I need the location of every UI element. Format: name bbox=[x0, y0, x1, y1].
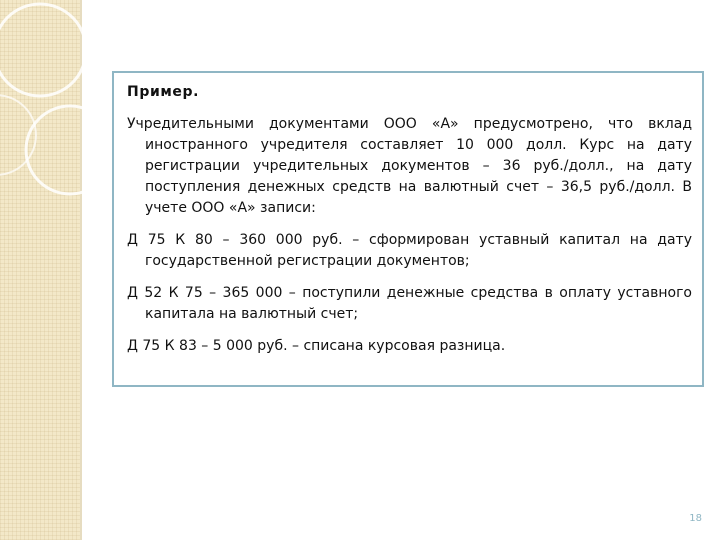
deco-circle-small bbox=[0, 95, 36, 175]
example-title: Пример. bbox=[127, 84, 200, 100]
deco-circle-large bbox=[0, 4, 82, 96]
deco-circle-medium bbox=[26, 106, 82, 194]
page-number: 18 bbox=[689, 513, 702, 524]
example-intro-paragraph: Учредительными документами ООО «А» предусмотрено, что вклад иностранного учредителя составляет 10 000 долл. Курс на дату регистрации учредительных документов – 36 руб./долл., на дату поступления денежных средств на валютный счет – 36,5 руб./долл. В учете ООО «А» записи: bbox=[127, 116, 692, 216]
example-content-box bbox=[112, 71, 704, 387]
decorative-circles bbox=[0, 0, 82, 540]
entry-funds-received: Д 52 К 75 – 365 000 – поступили денежные средства в оплату уставного капитала на валютный счет; bbox=[127, 285, 692, 322]
entry-charter-capital: Д 75 К 80 – 360 000 руб. – сформирован уставный капитал на дату государственной регистрации документов; bbox=[127, 232, 692, 269]
entry-exchange-difference: Д 75 К 83 – 5 000 руб. – списана курсовая разница. bbox=[127, 338, 506, 354]
